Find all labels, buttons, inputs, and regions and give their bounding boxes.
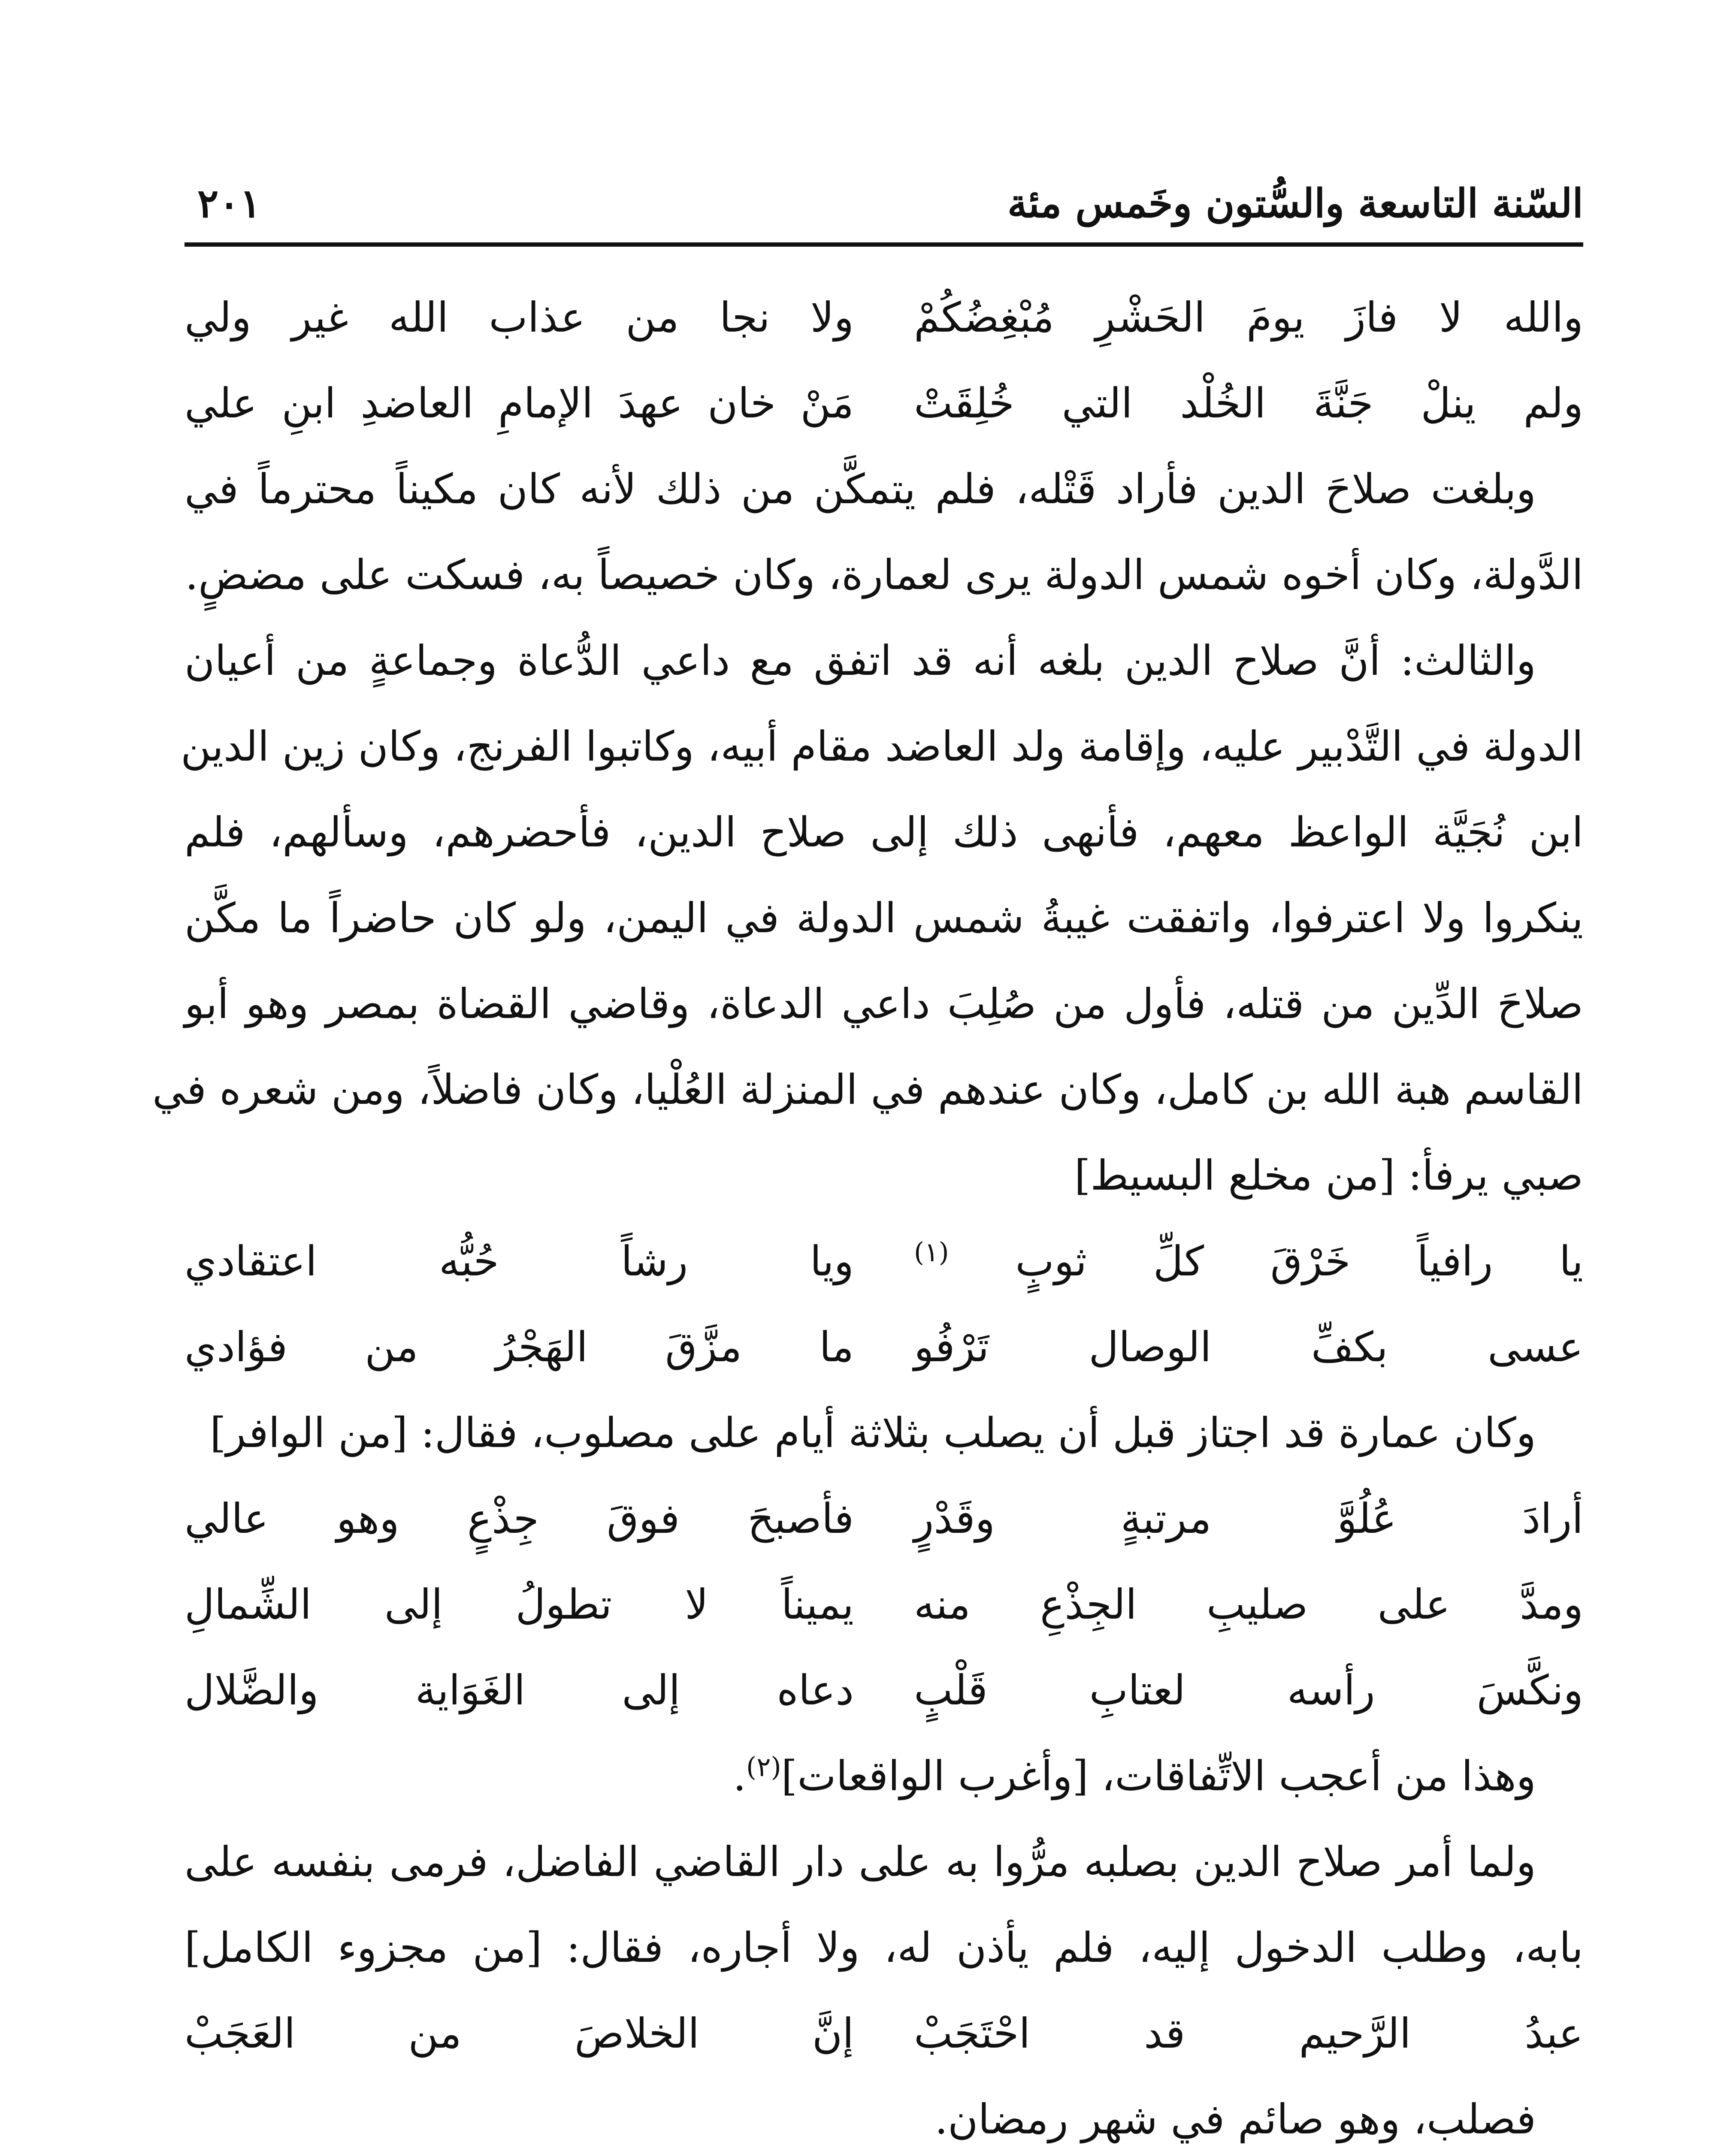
verse-first-hemistich: ولم ينلْ جَنَّةَ الخُلْد التي خُلِقَتْ	[914, 379, 1583, 427]
paragraph-text: وهذا من أعجب الاتِّفاقات، [وأغرب الواقعات]	[781, 1752, 1536, 1800]
paragraph-line: بابه، وطلب الدخول إليه، فلم يأذن له، ولا أجاره، فقال: [من مجزوء الكامل]	[184, 1924, 1583, 1972]
verse-second-hemistich: دعاه إلى الغَوَاية والضَّلال	[184, 1666, 854, 1714]
paragraph-line: فصلب، وهو صائم في شهر رمضان.	[935, 2095, 1536, 2143]
footnote-marker: (٢)	[746, 1751, 781, 1782]
verse-first-hemistich: والله لا فازَ يومَ الحَشْرِ مُبْغِضُكُمْ	[914, 293, 1584, 341]
paragraph-line: ينكروا ولا اعترفوا، واتفقت غيبةُ شمس الدولة في اليمن، ولو كان حاضراً ما مكَّن	[184, 894, 1584, 942]
paragraph-line: الدولة في التَّدْبير عليه، وإقامة ولد العاضد مقام أبيه، وكاتبوا الفرنج، وكان زين الدين	[181, 722, 1583, 770]
page-number: ٢٠١	[197, 180, 261, 227]
verse-second-hemistich: فأصبحَ فوقَ جِذْعٍ وهو عالي	[184, 1495, 854, 1543]
verse-text: يا رافياً خَرْقَ كلِّ ثوبٍ	[1015, 1237, 1583, 1285]
paragraph-line: والثالث: أنَّ صلاح الدين بلغه أنه قد اتفق مع داعي الدُّعاة وجماعةٍ من أعيان	[184, 637, 1536, 685]
paragraph-line: وهذا من أعجب الاتِّفاقات، [وأغرب الواقعات]$^{(٢)}$.	[733, 1751, 1536, 1800]
footnote-marker: (١)	[914, 1236, 949, 1268]
verse-first-hemistich: أرادَ عُلُوَّ مرتبةٍ وقَدْرٍ	[914, 1495, 1583, 1543]
verse-first-hemistich: عسى بكفِّ الوصال تَرْفُو	[914, 1323, 1583, 1371]
verse-line	[184, 1304, 1583, 1390]
paragraph-line: وبلغت صلاحَ الدين فأراد قَتْله، فلم يتمكَّن من ذلك لأنه كان مكيناً محترماً في	[184, 465, 1536, 513]
paragraph-line: وكان عمارة قد اجتاز قبل أن يصلب بثلاثة أيام على مصلوب، فقال: [من الوافر]	[210, 1409, 1536, 1457]
paragraph-line: ولما أمر صلاح الدين بصلبه مرُّوا به على دار القاضي الفاضل، فرمى بنفسه على	[184, 1838, 1536, 1886]
paragraph-line: ابن نُجَيَّة الواعظ معهم، فأنهى ذلك إلى صلاح الدين، فأحضرهم، وسألهم، فلم	[184, 808, 1583, 856]
paragraph-line: الدَّولة، وكان أخوه شمس الدولة يرى لعمارة، وكان خصيصاً به، فسكت على مضضٍ.	[185, 551, 1583, 599]
main-text	[152, 275, 1584, 2145]
verse-first-hemistich	[914, 1218, 1583, 1304]
verse-second-hemistich: ما مزَّقَ الهَجْرُ من فؤادي	[184, 1323, 854, 1371]
verse-line	[184, 1562, 1583, 1647]
verse-second-hemistich: إنَّ الخلاصَ من العَجَبْ	[184, 2009, 854, 2057]
verse-line	[184, 275, 1583, 360]
running-header	[184, 172, 1583, 236]
header-rule	[184, 242, 1583, 247]
verse-line	[184, 1476, 1583, 1562]
header-title: السّنة التاسعة والسُّتون وخَمس مئة	[1007, 180, 1583, 227]
verse-second-hemistich: ولا نجا من عذاب الله غير ولي	[184, 293, 854, 341]
verse-second-hemistich: ويا رشاً حُبُّه اعتقادي	[184, 1237, 854, 1285]
paragraph-line: القاسم هبة الله بن كامل، وكان عندهم في المنزلة العُلْيا، وكان فاضلاً، ومن شعره في	[152, 1066, 1583, 1114]
paragraph-line: صلاحَ الدِّين من قتله، فأول من صُلِبَ داعي الدعاة، وقاضي القضاة بمصر وهو أبو	[184, 980, 1583, 1028]
paragraph-line: صبي يرفأ: [من مخلع البسيط]	[1074, 1151, 1583, 1199]
verse-second-hemistich: مَنْ خان عهدَ الإمامِ العاضدِ ابنِ علي	[184, 379, 854, 427]
verse-line	[184, 1647, 1583, 1733]
verse-first-hemistich: ومدَّ على صليبِ الجِذْعِ منه	[914, 1580, 1583, 1628]
verse-second-hemistich: يميناً لا تطولُ إلى الشِّمالِ	[184, 1580, 854, 1628]
verse-first-hemistich: ونكَّسَ رأسه لعتابِ قَلْبٍ	[914, 1666, 1583, 1714]
verse-line	[184, 1991, 1583, 2076]
verse-line	[184, 360, 1583, 446]
verse-first-hemistich: عبدُ الرَّحيم قد احْتَجَبْ	[914, 2009, 1583, 2057]
verse-line	[184, 1218, 1583, 1304]
